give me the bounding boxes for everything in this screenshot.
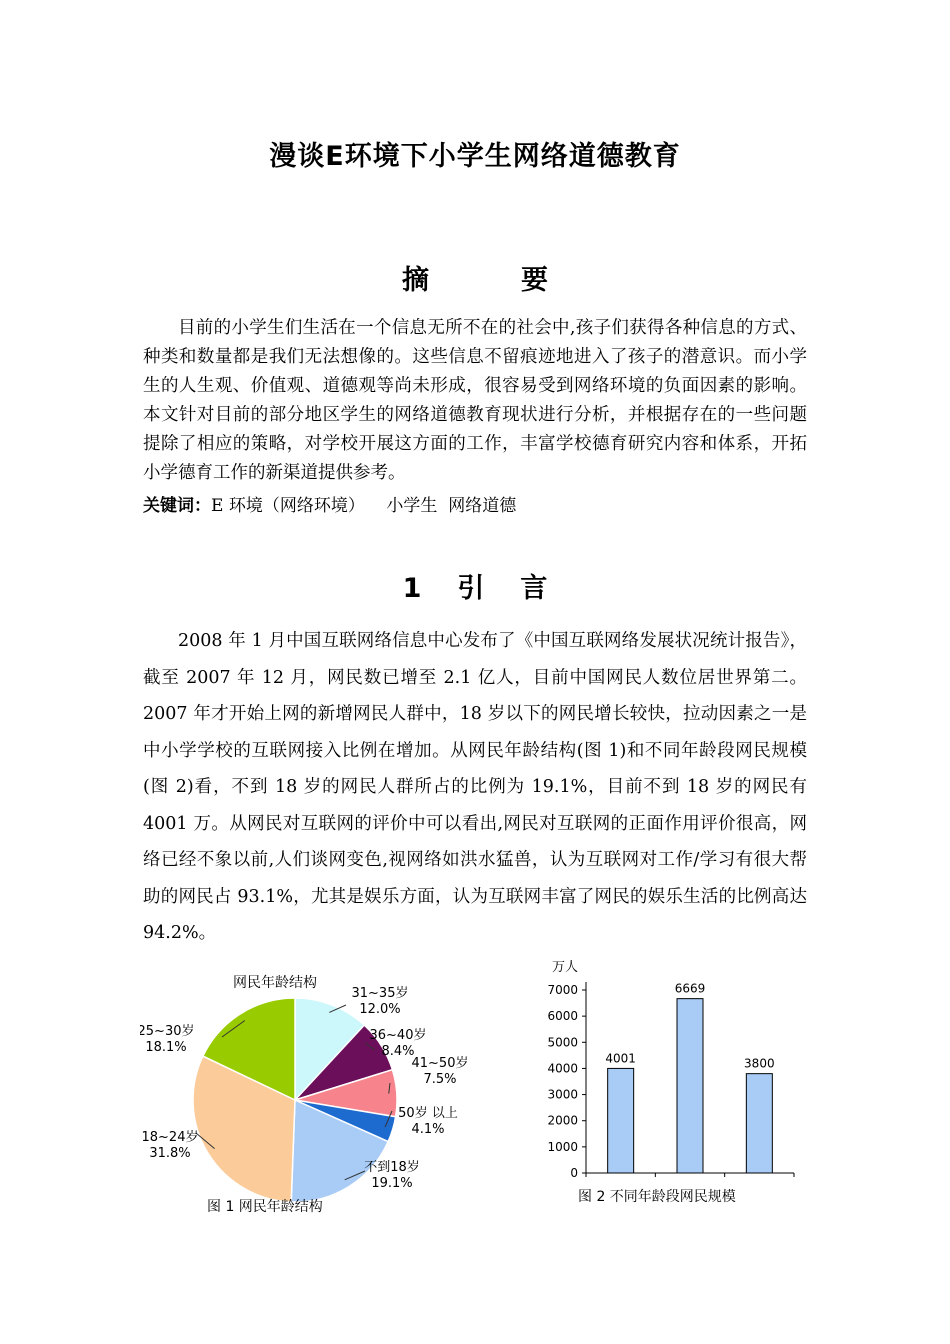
abstract-heading-char-1: 摘 [402,265,429,296]
pie-slice-label: 31~35岁 [351,986,409,1001]
bar-chart [540,955,800,1220]
bar-y-tick-label: 2000 [547,1113,578,1128]
section-heading-char-1: 引 [457,573,485,604]
pie-slice-label: 41~50岁 [411,1056,469,1071]
bar-value-label: 3800 [744,1056,775,1071]
pie-slice-label: 36~40岁 [369,1028,427,1043]
bar-y-tick-label: 6000 [547,1009,578,1024]
keywords-line [143,491,516,516]
pie-slice-value: 8.4% [381,1044,415,1059]
bar-caption: 图 2 不同年龄段网民规模 [578,1189,736,1205]
bar-y-unit-label: 万人 [552,960,579,975]
section-heading-char-2: 言 [520,573,548,604]
intro-text: 2008 年 1 月中国互联网络信息中心发布了《中国互联网络发展状况统计报告》，截至 2007 年 12 月，网民数已增至 2.1 亿人，目前中国网民人数位居世界第二。2007 年才开始上网的新增网民人群中，18 岁以下的网民增长较快，拉动因素之一是中小学学校的互联网接入比例在增加。从网民年龄结构(图 1)和不同年龄段网民规模(图 2)看，不到 18 岁的网民人群所占的比例为 19.1%，目前不到 18 岁的网民有 4001 万。从网民对互联网的评价中可以看出,网民对互联网的正面作用评价很高，网络已经不象以前,人们谈网变色,视网络如洪水猛兽，认为互联网对工作/学习有很大帮助的网民占 93.1%，尤其是娱乐方面，认为互联网丰富了网民的娱乐生活的比例高达 94.2%。 [143,631,807,943]
section-heading [0,566,950,605]
pie-caption: 图 1 网民年龄结构 [207,1199,323,1215]
pie-chart-figure [140,965,510,1220]
pie-chart [140,965,510,1220]
pie-slice-label: 18~24岁 [141,1130,199,1145]
bar-y-tick-label: 1000 [547,1139,578,1154]
pie-slice-label: 不到18岁 [364,1160,420,1175]
bar [746,1074,772,1173]
bar-chart-figure [540,955,800,1220]
pie-slice-label: 50岁 以上 [398,1106,458,1121]
pie-slice-label: 25~30岁 [140,1024,195,1039]
bar-y-tick-label: 7000 [547,983,578,997]
page-title: 漫谈E环境下小学生网络道德教育 [269,141,681,172]
bar-value-label: 4001 [605,1051,636,1066]
keywords-value: E 环境（网络环境） 小学生 网络道德 [211,496,517,516]
pie-slice-value: 4.1% [411,1122,445,1137]
bar-value-label: 6669 [674,981,706,996]
abstract-text: 目前的小学生们生活在一个信息无所不在的社会中,孩子们获得各种信息的方式、种类和数量都是我们无法想像的。这些信息不留痕迹地进入了孩子的潜意识。而小学生的人生观、价值观、道德观等尚未形成，很容易受到网络环境的负面因素的影响。本文针对目前的部分地区学生的网络道德教育现状进行分析，并根据存在的一些问题提除了相应的策略，对学校开展这方面的工作，丰富学校德育研究内容和体系，开拓小学德育工作的新渠道提供参考。 [143,318,807,483]
bar-y-tick-label: 4000 [547,1061,578,1076]
bar [677,999,703,1173]
pie-slice-value: 12.0% [359,1002,401,1017]
bar-y-tick-label: 5000 [547,1035,578,1050]
pie-slice-value: 31.8% [149,1146,191,1161]
abstract-heading-char-2: 要 [521,265,548,296]
abstract-heading [0,258,950,297]
pie-slice-value: 7.5% [423,1072,457,1087]
pie-slice-value: 18.1% [145,1040,187,1055]
pie-title: 网民年龄结构 [233,975,317,991]
keywords-label: 关键词： [143,496,211,516]
bar [608,1068,634,1173]
section-number: 1 [402,573,422,604]
bar-y-tick-label: 0 [570,1166,578,1180]
bar-y-tick-label: 3000 [547,1087,578,1102]
pie-slice-value: 19.1% [371,1176,413,1191]
